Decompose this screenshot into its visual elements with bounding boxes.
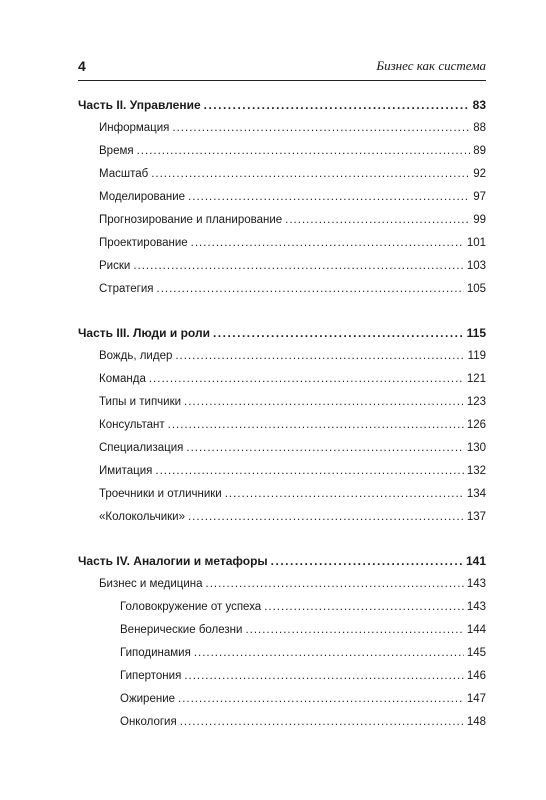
toc-page-number: 143 — [466, 601, 486, 613]
toc-subentry[interactable] — [78, 601, 486, 624]
toc-part-heading[interactable] — [78, 326, 486, 350]
toc-entry[interactable] — [78, 419, 486, 442]
toc-leader-dots — [225, 488, 464, 500]
toc-page-number: 146 — [466, 670, 486, 682]
toc-entry-title: Гиподинамия — [120, 647, 191, 659]
toc-leader-dots — [149, 373, 464, 385]
toc-entry-title: Информация — [99, 122, 170, 134]
toc-subentry[interactable] — [78, 716, 486, 739]
page-header — [78, 54, 486, 81]
toc-leader-dots — [180, 716, 464, 728]
toc-page-number: 145 — [466, 647, 486, 659]
toc-entry-title: Специализация — [99, 442, 184, 454]
toc-leader-dots — [271, 554, 463, 568]
toc-entry[interactable] — [78, 488, 486, 511]
toc-leader-dots — [184, 670, 464, 682]
toc-entry[interactable] — [78, 578, 486, 601]
toc-entry-title: Имитация — [99, 465, 153, 477]
toc-entry[interactable] — [78, 396, 486, 419]
toc-page-number: 105 — [466, 283, 486, 295]
toc-leader-dots — [285, 214, 470, 226]
toc-page-number: 130 — [466, 442, 486, 454]
toc-leader-dots — [191, 237, 464, 249]
toc-page-number: 143 — [466, 578, 486, 590]
toc-entry-title: «Колокольчики» — [99, 511, 185, 523]
toc-leader-dots — [133, 260, 464, 272]
toc-entry[interactable] — [78, 237, 486, 260]
toc-part-title: Часть II. Управление — [78, 98, 201, 112]
toc-entry-title: Моделирование — [99, 191, 186, 203]
toc-leader-dots — [264, 601, 464, 613]
toc-entry-title: Масштаб — [99, 168, 149, 180]
toc-leader-dots — [206, 578, 464, 590]
section-gap — [78, 534, 486, 554]
toc-entry-title: Онкология — [120, 716, 177, 728]
toc-page-number: 147 — [466, 693, 486, 705]
toc-leader-dots — [204, 98, 470, 112]
toc-entry-title: Бизнес и медицина — [99, 578, 203, 590]
toc-page-number: 134 — [466, 488, 486, 500]
toc-page-number: 88 — [473, 122, 486, 134]
toc-entry[interactable] — [78, 511, 486, 534]
toc-subentry[interactable] — [78, 670, 486, 693]
page-number: 4 — [78, 58, 86, 74]
toc-subentry[interactable] — [78, 647, 486, 670]
toc-entry[interactable] — [78, 465, 486, 488]
toc-entry[interactable] — [78, 214, 486, 237]
toc-entry[interactable] — [78, 168, 486, 191]
toc-entry[interactable] — [78, 191, 486, 214]
toc-page-number: 103 — [466, 260, 486, 272]
toc-page-number: 92 — [473, 168, 486, 180]
toc-leader-dots — [155, 465, 463, 477]
toc-page-number: 148 — [466, 716, 486, 728]
toc-leader-dots — [137, 145, 471, 157]
toc-leader-dots — [172, 122, 470, 134]
toc-page-number: 83 — [472, 98, 486, 112]
toc-entry-title: Головокружение от успеха — [120, 601, 262, 613]
toc-page-number: 99 — [473, 214, 486, 226]
toc-leader-dots — [178, 693, 464, 705]
toc-entry-title: Проектирование — [99, 237, 188, 249]
toc-leader-dots — [245, 624, 463, 636]
toc-entry-title: Гипертония — [120, 670, 182, 682]
toc-page-number: 101 — [466, 237, 486, 249]
toc-entry-title: Время — [99, 145, 134, 157]
toc-leader-dots — [186, 442, 463, 454]
toc-entry-title: Консультант — [99, 419, 165, 431]
toc-entry[interactable] — [78, 260, 486, 283]
toc-leader-dots — [188, 511, 464, 523]
toc-entry-title: Прогнозирование и планирование — [99, 214, 283, 226]
toc-page-number: 141 — [465, 554, 486, 568]
toc-entry[interactable] — [78, 350, 486, 373]
toc-part-heading[interactable] — [78, 554, 486, 578]
toc-entry-title: Ожирение — [120, 693, 176, 705]
toc-leader-dots — [188, 191, 470, 203]
toc-leader-dots — [168, 419, 464, 431]
toc-page-number: 126 — [466, 419, 486, 431]
toc-entry-title: Вождь, лидер — [99, 350, 173, 362]
toc-leader-dots — [157, 283, 464, 295]
toc-page-number: 89 — [473, 145, 486, 157]
toc-entry-title: Типы и типчики — [99, 396, 182, 408]
toc-entry-title: Команда — [99, 373, 146, 385]
toc-leader-dots — [175, 350, 464, 362]
toc-entry[interactable] — [78, 145, 486, 168]
toc-page-number: 97 — [473, 191, 486, 203]
toc-page-number: 132 — [466, 465, 486, 477]
toc-entry-title: Троечники и отличники — [99, 488, 222, 500]
toc-page-number: 119 — [467, 350, 486, 362]
toc-leader-dots — [184, 396, 464, 408]
toc-part-title: Часть III. Люди и роли — [78, 326, 210, 340]
toc-page-number: 137 — [466, 511, 486, 523]
toc-page-number: 115 — [466, 326, 486, 340]
table-of-contents — [78, 98, 486, 739]
toc-entry-title: Венерические болезни — [120, 624, 243, 636]
toc-part-title: Часть IV. Аналогии и метафоры — [78, 554, 268, 568]
toc-entry[interactable] — [78, 373, 486, 396]
toc-page-number: 144 — [466, 624, 486, 636]
toc-page-number: 123 — [466, 396, 486, 408]
section-gap — [78, 306, 486, 326]
toc-leader-dots — [213, 326, 464, 340]
toc-part-heading[interactable] — [78, 98, 486, 122]
toc-subentry[interactable] — [78, 693, 486, 716]
toc-entry-title: Стратегия — [99, 283, 154, 295]
toc-page-number: 121 — [466, 373, 486, 385]
toc-entry[interactable] — [78, 122, 486, 145]
toc-leader-dots — [151, 168, 470, 180]
running-title: Бизнес как система — [376, 58, 486, 73]
toc-entry[interactable] — [78, 283, 486, 306]
toc-entry[interactable] — [78, 442, 486, 465]
toc-subentry[interactable] — [78, 624, 486, 647]
toc-leader-dots — [194, 647, 464, 659]
toc-entry-title: Риски — [99, 260, 131, 272]
